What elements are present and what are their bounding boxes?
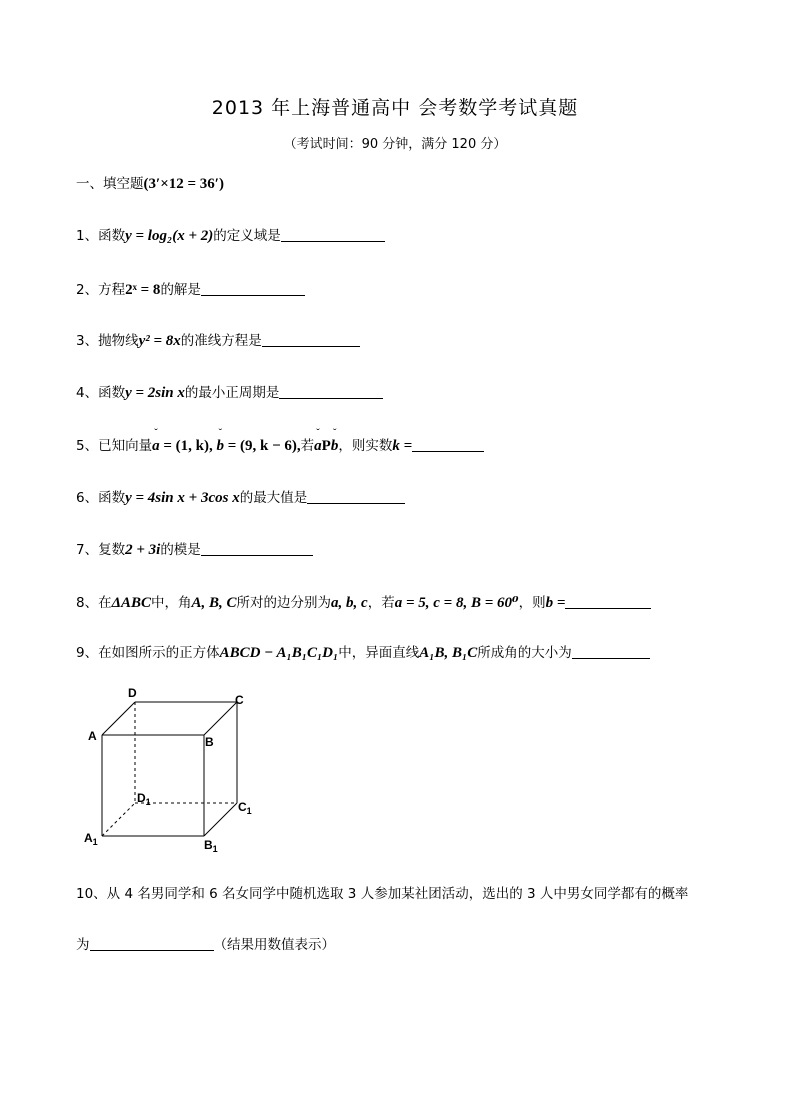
question-text: 的准线方程是 xyxy=(180,333,262,349)
math-expression: y = 4sin x + 3cos x xyxy=(125,490,240,506)
label-a: A xyxy=(88,729,97,743)
question-number: 4、 xyxy=(76,385,99,401)
question-number: 5、 xyxy=(76,438,99,454)
question-number: 7、 xyxy=(76,542,99,558)
question-1 xyxy=(76,224,385,245)
math-expression: A₁B, B₁C xyxy=(419,645,478,661)
vector-b: ˇ b xyxy=(216,438,224,455)
math-expression: ABCD − A₁B₁C₁D₁ xyxy=(219,645,339,661)
question-text: 的模是 xyxy=(160,542,201,558)
answer-blank xyxy=(565,594,651,609)
answer-blank xyxy=(281,227,385,242)
question-text: 在 xyxy=(98,595,112,611)
section-heading xyxy=(76,172,224,193)
question-text: 复数 xyxy=(98,542,126,558)
vector-a: ˇ a xyxy=(152,438,160,455)
question-text: ，若 xyxy=(367,595,395,611)
parallel-symbol: P xyxy=(321,438,331,454)
answer-blank xyxy=(412,437,484,452)
question-number: 3、 xyxy=(76,333,99,349)
label-b1: $B_1$ xyxy=(204,838,218,854)
math-expression: = (1, k), xyxy=(159,438,217,454)
cube-diagram xyxy=(80,686,270,858)
answer-blank xyxy=(572,644,650,659)
question-number: 9、 xyxy=(76,645,99,661)
edge-b1c1 xyxy=(204,803,237,836)
question-text: 的最大值是 xyxy=(239,490,308,506)
vector-b: ˇ b xyxy=(331,438,339,455)
question-text: 抛物线 xyxy=(98,333,139,349)
question-2 xyxy=(76,278,305,299)
question-9 xyxy=(76,641,650,662)
question-text: 所成角的大小为 xyxy=(477,645,572,661)
edge-ad xyxy=(102,702,135,735)
question-text: 中，角 xyxy=(151,595,192,611)
answer-blank xyxy=(201,281,305,296)
question-5 xyxy=(76,434,484,455)
question-number: 1、 xyxy=(76,228,99,244)
math-expression: y² = 8x xyxy=(138,333,181,349)
edge-bc xyxy=(204,702,237,735)
math-expression: b = xyxy=(545,595,566,611)
question-number: 8、 xyxy=(76,595,99,611)
question-text: 所对的边分别为 xyxy=(236,595,332,611)
question-text: 函数 xyxy=(98,385,126,401)
question-text: 的定义域是 xyxy=(213,228,281,244)
question-text: 函数 xyxy=(98,228,126,244)
math-expression: = (9, k − 6), xyxy=(223,438,301,454)
answer-blank xyxy=(90,936,214,951)
math-expression: k = xyxy=(392,438,413,454)
label-d: D xyxy=(128,686,137,700)
question-text: 已知向量 xyxy=(98,438,153,454)
question-6 xyxy=(76,486,405,507)
question-3 xyxy=(76,329,360,350)
question-text: ，则 xyxy=(518,595,546,611)
math-expression: a = 5, c = 8, B = 60⁰ xyxy=(394,595,519,611)
math-expression: a, b, c xyxy=(331,595,368,611)
question-10-line1: 10、从 4 名男同学和 6 名女同学中随机选取 3 人参加某社团活动，选出的 3 人中男女同学都有的概率 xyxy=(76,886,689,902)
answer-blank xyxy=(279,384,383,399)
answer-blank xyxy=(262,332,360,347)
question-text: 为 xyxy=(76,937,90,953)
math-expression: y = log₂(x + 2) xyxy=(125,228,214,244)
label-b: B xyxy=(205,735,214,749)
math-expression: A, B, C xyxy=(191,595,237,611)
label-d1: $D_1$ xyxy=(137,791,151,807)
section-score: (3′×12 = 36′) xyxy=(143,176,225,192)
label-c: C xyxy=(235,693,244,707)
question-text: 函数 xyxy=(98,490,126,506)
question-text: 在如图所示的正方体 xyxy=(98,645,220,661)
question-4 xyxy=(76,381,383,402)
answer-blank xyxy=(201,541,313,556)
label-a1: $A_1$ xyxy=(84,831,98,847)
question-8 xyxy=(76,591,651,612)
question-text: 方程 xyxy=(98,282,126,298)
question-text: ，则实数 xyxy=(338,438,393,454)
math-expression: 2ˣ = 8 xyxy=(125,282,161,298)
answer-blank xyxy=(307,489,405,504)
hidden-edge-a1d1 xyxy=(102,803,135,836)
vector-a: ˇ a xyxy=(314,438,322,455)
question-text: 若 xyxy=(300,438,315,454)
question-text: 的最小正周期是 xyxy=(184,385,280,401)
question-number: 2、 xyxy=(76,282,99,298)
question-10-line2 xyxy=(76,933,335,953)
math-expression: y = 2sin x xyxy=(125,385,185,401)
label-c1: $C_1$ xyxy=(238,800,252,816)
question-number: 6、 xyxy=(76,490,99,506)
question-text: 的解是 xyxy=(160,282,201,298)
question-7 xyxy=(76,538,313,559)
section-heading-label: 一、填空题 xyxy=(76,176,144,192)
math-expression: ΔABC xyxy=(111,595,152,611)
exam-info: （考试时间：90 分钟，满分 120 分） xyxy=(283,137,507,152)
question-text: 中，异面直线 xyxy=(338,645,420,661)
page-title: 2013 年上海普通高中 会考数学考试真题 xyxy=(211,97,579,119)
math-expression: 2 + 3i xyxy=(125,542,161,558)
question-text: （结果用数值表示） xyxy=(213,937,335,953)
